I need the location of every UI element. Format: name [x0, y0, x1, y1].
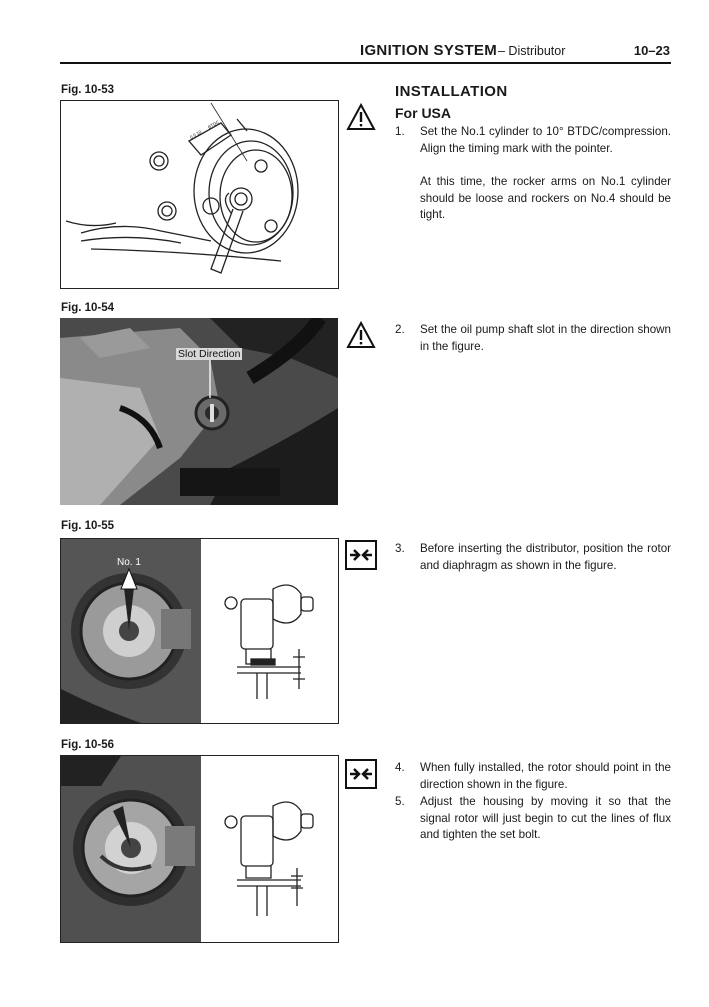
step-1-note — [395, 174, 671, 224]
step-4 — [395, 760, 671, 794]
step-5 — [395, 794, 671, 844]
step-text: Set the No.1 cylinder to 10° BTDC/compression. Align the timing mark with the pointer. — [420, 125, 671, 155]
figure-label: Fig. 10-55 — [61, 520, 115, 532]
diaphragm-drawing — [201, 539, 338, 723]
figure-label: Fig. 10-53 — [61, 84, 115, 96]
align-arrows-icon — [345, 759, 377, 789]
figure-installed-rotor — [60, 755, 339, 943]
step-text: At this time, the rocker arms on No.1 cylinder should be loose and rockers on No.4 should be tight. — [420, 175, 671, 222]
step-number: 5. — [395, 795, 405, 808]
diaphragm-drawing — [201, 756, 338, 942]
step-text: Adjust the housing by moving it so that the signal rotor will just begin to cut the lines of flux and tighten the set bolt. — [420, 795, 671, 842]
installed-distributor-photo — [61, 756, 201, 942]
caution-triangle-icon — [346, 321, 376, 349]
svg-text:0 5 10: 0 5 10 — [189, 129, 203, 140]
figure-rotor-diaphragm — [60, 538, 339, 724]
oil-pump-slot-photo — [60, 318, 338, 505]
section-title: INSTALLATION — [395, 83, 508, 100]
step-number: 4. — [395, 761, 405, 774]
step-number: 1. — [395, 125, 405, 138]
page-header — [360, 42, 670, 64]
slot-direction-callout: Slot Direction — [178, 348, 241, 360]
step-number: 2. — [395, 323, 405, 336]
header-subtitle: – Distributor — [498, 44, 566, 58]
no1-callout: No. 1 — [117, 557, 141, 568]
step-text: Before inserting the distributor, position the rotor and diaphragm as shown in the figure. — [420, 542, 671, 572]
page-number: 10–23 — [633, 43, 670, 58]
figure-label: Fig. 10-56 — [61, 739, 115, 751]
step-2 — [395, 322, 671, 356]
header-rule — [60, 62, 671, 64]
align-arrows-icon — [345, 540, 377, 570]
caution-triangle-icon — [346, 103, 376, 131]
step-number: 3. — [395, 542, 405, 555]
step-3 — [395, 541, 671, 575]
step-1 — [395, 124, 671, 158]
step-text: Set the oil pump shaft slot in the direction shown in the figure. — [420, 323, 671, 353]
svg-text:BTDC: BTDC — [207, 119, 221, 130]
distributor-photo — [61, 539, 201, 723]
header-title: IGNITION SYSTEM — [360, 42, 498, 59]
figure-timing-mark-drawing — [60, 100, 339, 289]
section-subtitle: For USA — [395, 105, 451, 121]
crank-pulley-drawing — [61, 101, 338, 288]
figure-label: Fig. 10-54 — [61, 302, 115, 314]
step-text: When fully installed, the rotor should point in the direction shown in the figure. — [420, 761, 671, 791]
